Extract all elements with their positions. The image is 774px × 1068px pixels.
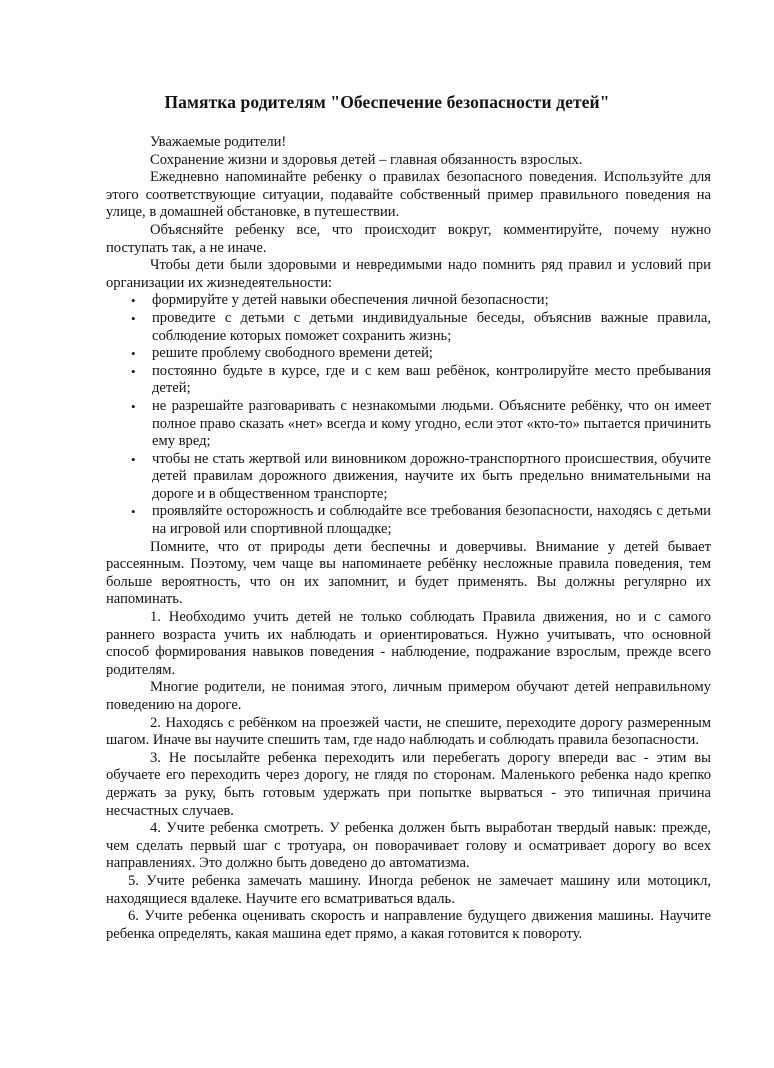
bullet-icon: • <box>131 310 136 326</box>
list-item <box>106 363 711 398</box>
point-5: 5. Учите ребенка замечать машину. Иногда ребенок не замечает машину или мотоцикл, находящиеся вдалеке. Научите его всматриваться вдаль. <box>106 872 711 907</box>
point-6: 6. Учите ребенка оценивать скорость и направление будущего движения машины. Научите ребенка определять, какая машина едет прямо, а какая готовится к повороту. <box>106 908 711 942</box>
list-item <box>106 451 711 504</box>
list-item-text: проявляйте осторожность и соблюдайте все требования безопасности, находясь с детьми на игровой или спортивной площадке; <box>152 503 711 538</box>
list-item <box>106 345 711 363</box>
bullet-icon: • <box>131 363 136 379</box>
list-item-text: формируйте у детей навыки обеспечения личной безопасности; <box>152 292 549 309</box>
intro-explain: Объясняйте ребенку все, что происходит вокруг, комментируйте, почему нужно поступать так, а не иначе. <box>106 221 711 256</box>
list-item-text: постоянно будьте в курсе, где и с кем ваш ребёнок, контролируйте место пребывания детей; <box>152 362 711 397</box>
point-1: 1. Необходимо учить детей не только соблюдать Правила движения, но и с самого раннего возраста учить их наблюдать и ориентироваться. Нужно учитывать, что основной способ формирования навыков поведения - наблюдение, подражание взрослым, прежде всего родителям. <box>106 609 711 678</box>
document-title: Памятка родителям "Обеспечение безопасности детей" <box>164 92 610 112</box>
point-3: 3. Не посылайте ребенка переходить или перебегать дорогу впереди вас - этим вы обучаете его переходить через дорогу, не глядя по сторонам. Маленького ребенка надо крепко держать за руку, быть готовым удержать при попытке вырваться - это типичная причина несчастных случаев. <box>106 749 711 819</box>
bullet-icon: • <box>131 346 136 362</box>
bullet-icon: • <box>131 293 136 309</box>
document-body <box>106 134 711 943</box>
list-item <box>106 398 711 451</box>
list-item-text: не разрешайте разговаривать с незнакомыми людьми. Объясните ребёнку, что он имеет полное право сказать «нет» всегда и кому угодно, если этот «кто-то» пытается причинить ему вред; <box>152 397 711 450</box>
list-item-text: проведите с детьми с детьми индивидуальные беседы, объяснив важные правила, соблюдение которых поможет сохранить жизнь; <box>152 309 711 344</box>
list-item-text: решите проблему свободного времени детей; <box>152 345 433 362</box>
intro-daily-reminder: Ежедневно напоминайте ребенку о правилах безопасного поведения. Используйте для этого соответствующие ситуации, подавайте собственный пример правильного поведения на улице, в домашней обстановке, в путешествии. <box>106 169 711 221</box>
safety-rules-list <box>106 292 711 538</box>
list-item <box>106 310 711 345</box>
list-item-text: чтобы не стать жертвой или виновником дорожно-транспортного происшествия, обучите детей правилам дорожного движения, научите их быть предельно внимательными на дороге и в общественном транспорте; <box>152 450 711 502</box>
intro-main-duty: Сохранение жизни и здоровья детей – главная обязанность взрослых. <box>150 151 583 168</box>
point-1-note: Многие родители, не понимая этого, личным примером обучают детей неправильному поведению на дороге. <box>106 679 711 713</box>
point-4: 4. Учите ребенка смотреть. У ребенка должен быть выработан твердый навык: прежде, чем сделать первый шаг с тротуара, он поворачивает голову и осматривает дорогу во всех направлениях. Это должно быть доведено до автоматизма. <box>106 820 711 872</box>
greeting: Уважаемые родители! <box>150 134 287 150</box>
bullet-icon: • <box>131 451 136 467</box>
point-2: 2. Находясь с ребёнком на проезжей части, не спешите, переходите дорогу размеренным шагом. Иначе вы научите спешить там, где надо наблюдать и соблюдать правила безопасности. <box>106 714 711 749</box>
bullet-icon: • <box>131 504 136 520</box>
remember-paragraph: Помните, что от природы дети беспечны и доверчивы. Внимание у детей бывает рассеянным. Поэтому, чем чаще вы напоминаете ребёнку несложные правила поведения, тем больше вероятность, что он их запомнит, и будет применять. Вы должны регулярно их напоминать. <box>106 538 711 608</box>
intro-rules-lead: Чтобы дети были здоровыми и невредимыми надо помнить ряд правил и условий при организации их жизнедеятельности: <box>106 257 711 291</box>
list-item <box>106 292 711 310</box>
list-item <box>106 503 711 538</box>
bullet-icon: • <box>131 398 136 414</box>
